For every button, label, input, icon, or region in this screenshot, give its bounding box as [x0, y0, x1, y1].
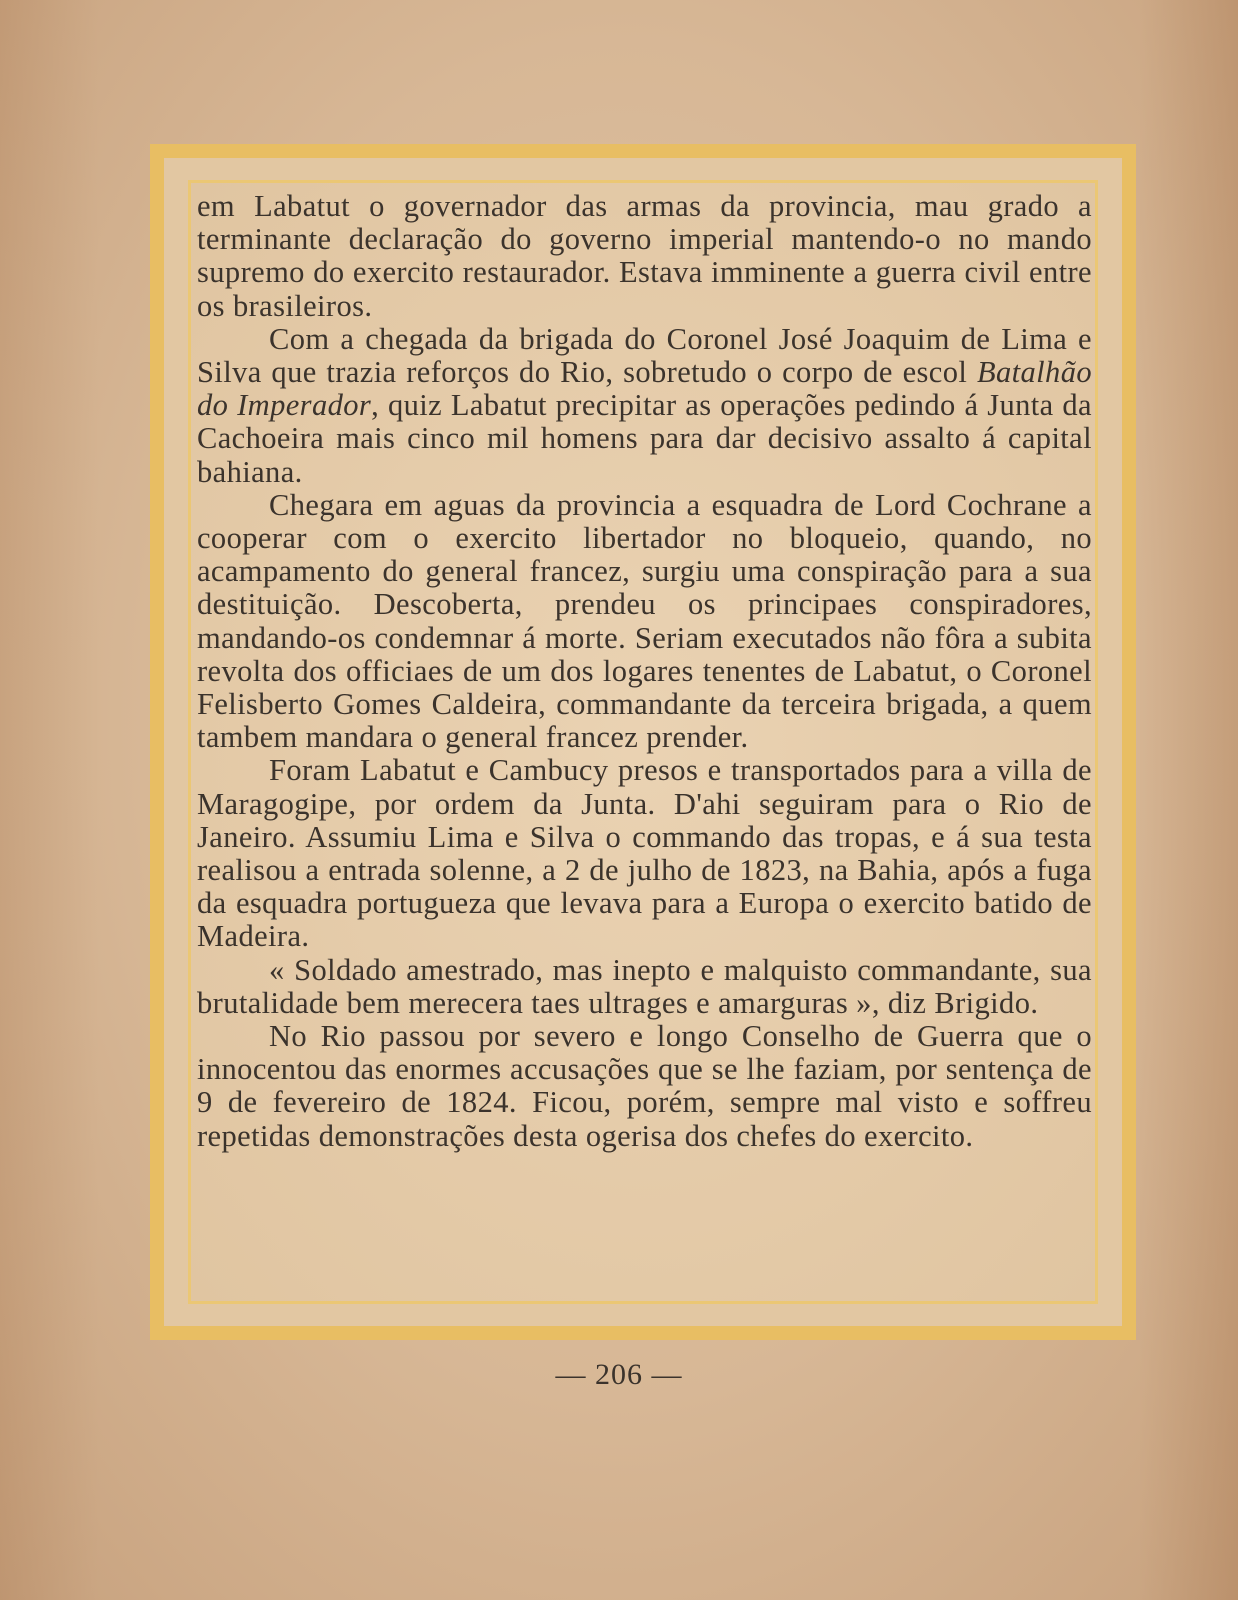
paragraph-6: No Rio passou por severo e longo Conselho de Guerra que o innocentou das enormes accusações que se lhe faziam, por sentença de 9 de fevereiro de 1824. Ficou, porém, sempre mal visto e soffreu repetidas demonstrações desta ogerisa dos chefes do exercito.	[197, 1019, 1092, 1153]
paragraph-3: Chegara em aguas da provincia a esquadra de Lord Cochrane a cooperar com o exercito libertador no bloqueio, quando, no acampamento do general francez, surgiu uma conspiração para a sua destituição. Descoberta, prendeu os principaes conspiradores, mandando-os condemnar á morte. Seriam executados não fôra a subita revolta dos officiaes de um dos logares tenentes de Labatut, o Coronel Felisberto Gomes Caldeira, commandante da terceira brigada, a quem tambem mandara o general francez prender.	[197, 487, 1092, 755]
page-number: — 206 —	[555, 1358, 683, 1391]
italic-title: Batalhão do Imperador	[197, 355, 1092, 423]
paragraph-4: Foram Labatut e Cambucy presos e transportados para a villa de Maragogipe, por ordem da Junta. D'ahi seguiram para o Rio de Janeiro. Assumiu Lima e Silva o commando das tropas, e á sua testa realisou a entrada solenne, a 2 de julho de 1823, na Bahia, após a fuga da esquadra portugueza que levava para a Europa o exercito batido de Madeira.	[197, 753, 1092, 954]
paragraph-1: em Labatut o governador das armas da provincia, mau grado a terminante declaração do governo imperial mantendo-o no mando supremo do exercito restaurador. Estava imminente a guerra civil entre os brasileiros.	[197, 189, 1092, 323]
paragraph-2: Com a chegada da brigada do Coronel José Joaquim de Lima e Silva que trazia reforços do Rio, sobretudo o corpo de escol Batalhão do Imperador, quiz Labatut precipitar as operações pedindo á Junta da Cachoeira mais cinco mil homens para dar decisivo assalto á capital bahiana.	[197, 321, 1092, 489]
body-text	[197, 190, 1092, 1153]
paragraph-5: « Soldado amestrado, mas inepto e malquisto commandante, sua brutalidade bem merecera taes ultrages e amarguras », diz Brigido.	[197, 952, 1092, 1020]
